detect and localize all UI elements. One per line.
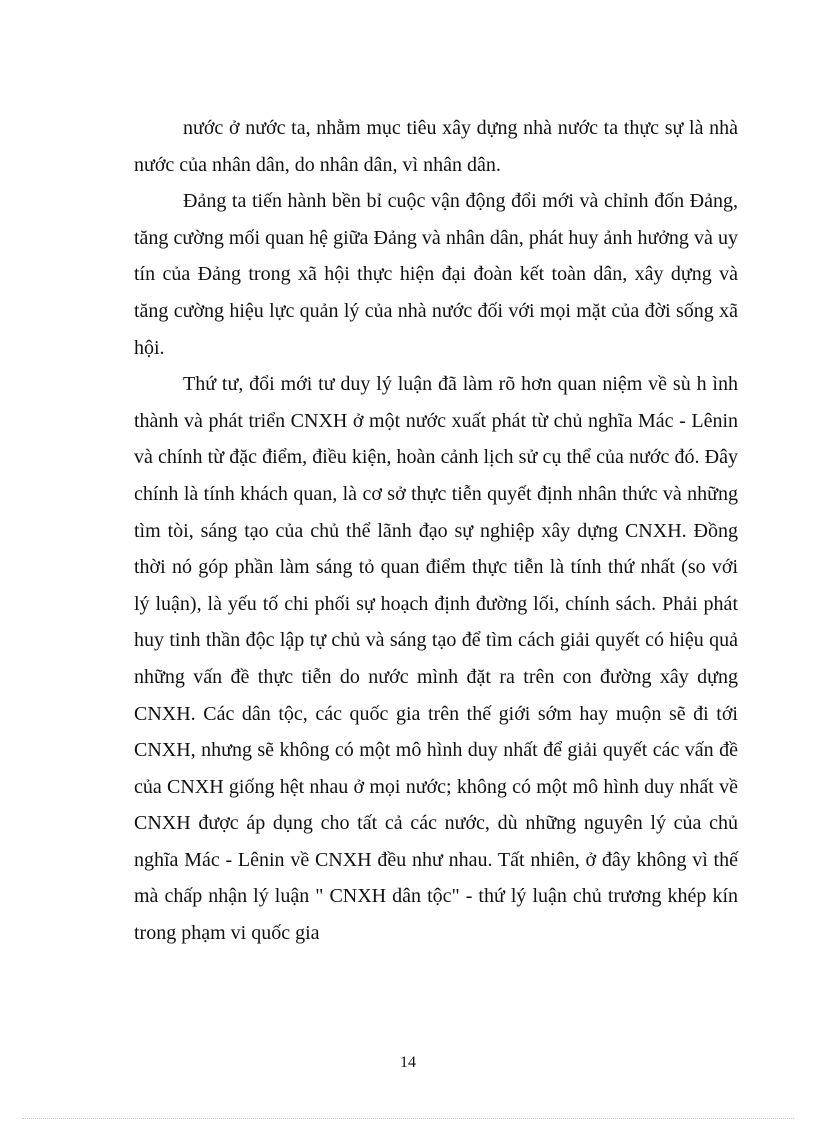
- paragraph-party-renewal: Đảng ta tiến hành bền bỉ cuộc vận động đổi mới và chỉnh đốn Đảng, tăng cường mối quan hệ giữa Đảng và nhân dân, phát huy ảnh hưởng và uy tín của Đảng trong xã hội thực hiện đại đoàn kết toàn dân, xây dựng và tăng cường hiệu lực quản lý của nhà nước đối với mọi mặt của đời sống xã hội.: [134, 190, 738, 359]
- page-bottom-divider: [22, 1118, 794, 1119]
- paragraph-fourth-point: Thứ tư, đổi mới tư duy lý luận đã làm rõ hơn quan niệm về sù h ình thành và phát triển CNXH ở một nước xuất phát từ chủ nghĩa Mác - Lênin và chính từ đặc điểm, điều kiện, hoàn cảnh lịch sử cụ thể của nước đó. Đây chính là tính khách quan, là cơ sở thực tiễn quyết định nhân thức và những tìm tòi, sáng tạo của chủ thể lãnh đạo sự nghiệp xây dựng CNXH. Đồng thời nó góp phần làm sáng tỏ quan điểm thực tiễn là tính thứ nhất (so với lý luận), là yếu tố chi phối sự hoạch định đường lối, chính sách. Phải phát huy tinh thần độc lập tự chủ và sáng tạo để tìm cách giải quyết có hiệu quả những vấn đề thực tiễn do nước mình đặt ra trên con đường xây dựng CNXH. Các dân tộc, các quốc gia trên thế giới sớm hay muộn sẽ đi tới CNXH, nhưng sẽ không có một mô hình duy nhất để giải quyết các vấn đề của CNXH giống hệt nhau ở mọi nước; không có một mô hình duy nhất về CNXH được áp dụng cho tất cả các nước, dù những nguyên lý của chủ nghĩa Mác - Lênin về CNXH đều như nhau. Tất nhiên, ở đây không vì thế mà chấp nhận lý luận " CNXH dân tộc" - thứ lý luận chủ trương khép kín trong phạm vi quốc gia: [134, 373, 738, 945]
- body-text: [134, 110, 738, 952]
- paragraph-continuation: nước ở nước ta, nhằm mục tiêu xây dựng nhà nước ta thực sự là nhà nước của nhân dân, do nhân dân, vì nhân dân.: [134, 117, 738, 176]
- page-number: 14: [400, 1054, 416, 1071]
